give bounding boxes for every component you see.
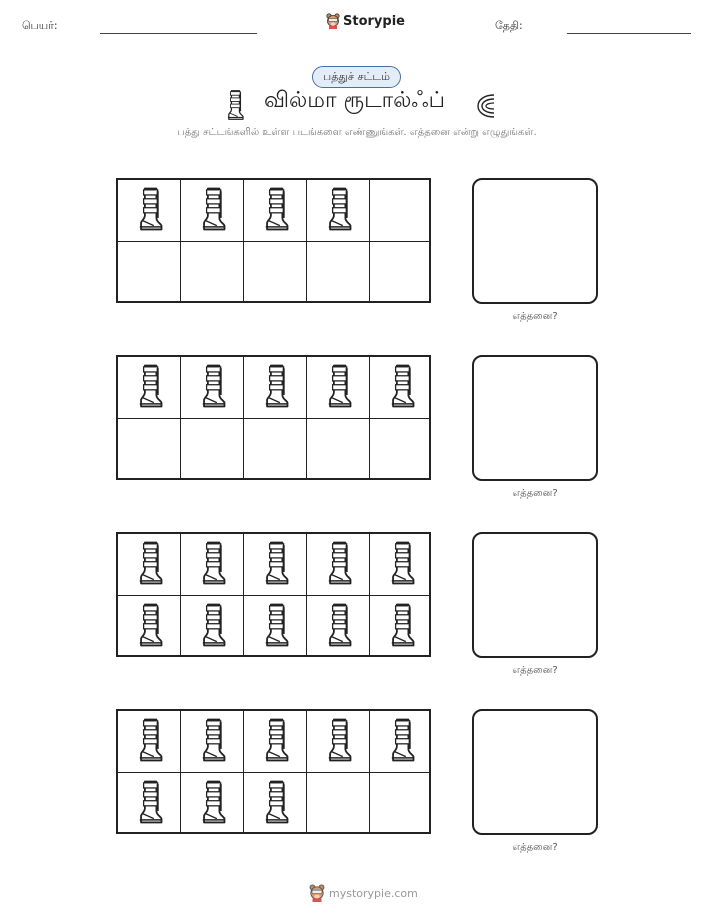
frame-cell <box>244 596 307 657</box>
name-label: பெயர்: <box>22 19 58 32</box>
frame-cell <box>118 419 181 480</box>
leg-brace-boot-icon <box>263 779 289 829</box>
frame-cell <box>118 242 181 303</box>
frame-cell <box>307 596 370 657</box>
how-many-label: எத்தனை? <box>512 311 558 322</box>
leg-brace-boot-icon <box>326 602 352 652</box>
frame-cell <box>181 419 244 480</box>
leg-brace-boot-icon <box>200 717 226 767</box>
frame-cell <box>307 711 370 772</box>
ten-frame-3 <box>116 532 431 657</box>
frame-cell <box>118 534 181 595</box>
frame-cell <box>370 596 433 657</box>
leg-brace-boot-icon <box>200 186 226 236</box>
ten-frame-badge: பத்துச் சட்டம் <box>312 66 401 88</box>
frame-cell <box>370 534 433 595</box>
leg-brace-boot-icon <box>389 602 415 652</box>
instruction-text: பத்து சட்டங்களில் உள்ள படங்களை எண்ணுங்கள். எத்தனை என்று எழுதுங்கள். <box>177 127 537 138</box>
leg-brace-boot-icon <box>226 89 244 125</box>
answer-box-3[interactable] <box>472 532 598 658</box>
frame-cell <box>244 419 307 480</box>
frame-cell <box>307 773 370 834</box>
frame-cell <box>118 596 181 657</box>
name-line[interactable] <box>100 33 257 34</box>
leg-brace-boot-icon <box>326 186 352 236</box>
frame-cell <box>181 180 244 241</box>
frame-cell <box>181 242 244 303</box>
leg-brace-boot-icon <box>200 779 226 829</box>
answer-box-1[interactable] <box>472 178 598 304</box>
frame-cell <box>244 711 307 772</box>
leg-brace-boot-icon <box>263 602 289 652</box>
how-many-label: எத்தனை? <box>512 665 558 676</box>
answer-box-4[interactable] <box>472 709 598 835</box>
frame-cell <box>370 242 433 303</box>
frame-cell <box>181 773 244 834</box>
frame-cell <box>307 534 370 595</box>
frame-cell <box>118 357 181 418</box>
leg-brace-boot-icon <box>200 602 226 652</box>
frame-cell <box>307 419 370 480</box>
brand-logo <box>326 13 405 29</box>
leg-brace-boot-icon <box>263 540 289 590</box>
frame-cell <box>244 773 307 834</box>
frame-cell <box>307 180 370 241</box>
ten-frame-2 <box>116 355 431 480</box>
leg-brace-boot-icon <box>200 363 226 413</box>
leg-brace-boot-icon <box>263 363 289 413</box>
answer-box-2[interactable] <box>472 355 598 481</box>
frame-cell <box>370 180 433 241</box>
leg-brace-boot-icon <box>137 540 163 590</box>
leg-brace-boot-icon <box>389 540 415 590</box>
frame-cell <box>118 773 181 834</box>
footer-site: mystorypie.com <box>329 886 418 900</box>
frame-cell <box>181 357 244 418</box>
frame-cell <box>118 711 181 772</box>
leg-brace-boot-icon <box>389 717 415 767</box>
leg-brace-boot-icon <box>200 540 226 590</box>
frame-cell <box>244 357 307 418</box>
leg-brace-boot-icon <box>263 186 289 236</box>
frame-cell <box>370 711 433 772</box>
frame-cell <box>181 596 244 657</box>
storypie-bear-icon <box>309 884 325 902</box>
how-many-label: எத்தனை? <box>512 842 558 853</box>
leg-brace-boot-icon <box>326 717 352 767</box>
leg-brace-boot-icon <box>137 717 163 767</box>
frame-cell <box>370 773 433 834</box>
leg-brace-boot-icon <box>389 363 415 413</box>
frame-cell <box>244 534 307 595</box>
brand-name: Storypie <box>343 13 405 29</box>
frame-cell <box>307 242 370 303</box>
frame-cell <box>244 242 307 303</box>
leg-brace-boot-icon <box>137 602 163 652</box>
storypie-bear-icon <box>326 13 340 29</box>
leg-brace-boot-icon <box>263 717 289 767</box>
frame-cell <box>370 419 433 480</box>
ten-frame-4 <box>116 709 431 834</box>
leg-brace-boot-icon <box>137 779 163 829</box>
frame-cell <box>307 357 370 418</box>
date-label: தேதி: <box>495 19 523 32</box>
how-many-label: எத்தனை? <box>512 488 558 499</box>
frame-cell <box>244 180 307 241</box>
frame-cell <box>118 180 181 241</box>
frame-cell <box>181 534 244 595</box>
footer <box>309 884 418 902</box>
headband-icon <box>476 92 496 124</box>
date-line[interactable] <box>567 33 691 34</box>
leg-brace-boot-icon <box>137 363 163 413</box>
ten-frame-1 <box>116 178 431 303</box>
worksheet-title: வில்மா ரூடால்ஃப் <box>264 88 445 113</box>
leg-brace-boot-icon <box>326 363 352 413</box>
leg-brace-boot-icon <box>137 186 163 236</box>
frame-cell <box>370 357 433 418</box>
frame-cell <box>181 711 244 772</box>
leg-brace-boot-icon <box>326 540 352 590</box>
